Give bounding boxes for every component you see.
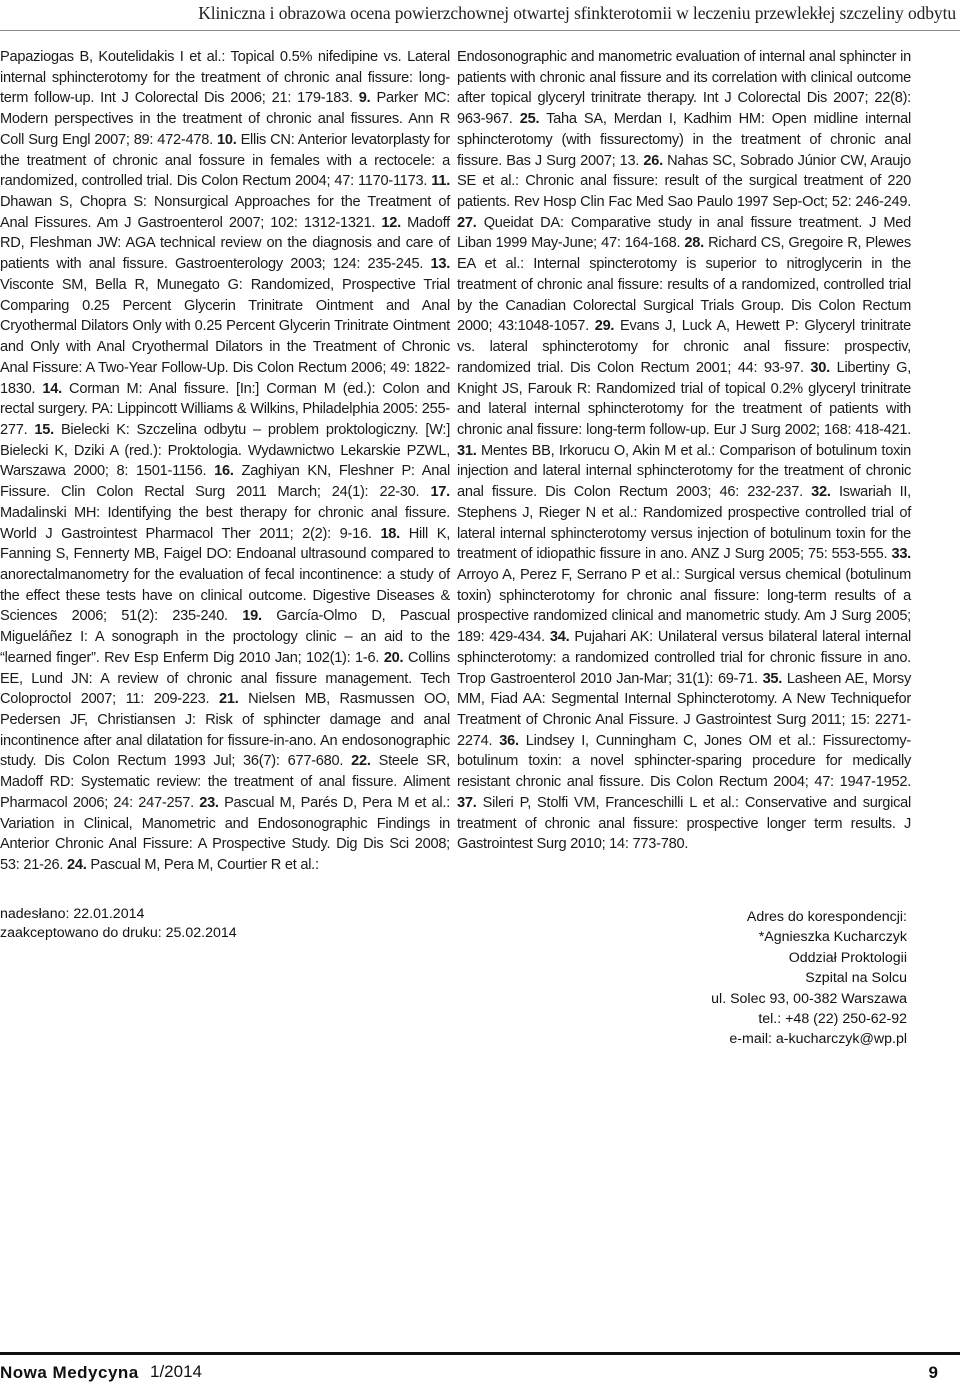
- reference-number: 33.: [891, 546, 911, 563]
- reference-text: Corman M: Anal fissure. [In:] Corman M (ed.): Colon and rectal surgery. PA: Lippincott Williams & Wilkins, Philadelphia 2005: 255-277.: [0, 380, 450, 438]
- reference-number: 14.: [42, 380, 62, 397]
- journal-name: Nowa Medycyna: [0, 1363, 139, 1382]
- reference-text: Pascual M, Pera M, Courtier R et al.:: [90, 857, 319, 874]
- reference-text: Lindsey I, Cunningham C, Jones OM et al.: Fissurectomy-botulinum toxin: a novel sphincter-sparing procedure for medically resistant chronic anal fissure. Dis Colon Rectum 2004; 47: 1947-1952.: [457, 732, 911, 791]
- reference-entry: [457, 795, 911, 852]
- header-divider: [0, 30, 960, 31]
- reference-text: Hill K, Fanning S, Fennerty MB, Faigel DO: Endoanal ultrasound compared to anorectalmanometry for the evaluation of fecal incontinence: a study of the effect these tests have on clinical outcome. Digestive Diseases & Sciences 2006; 51(2): 235-240.: [0, 525, 451, 625]
- reference-text: Bielecki K: Szczelina odbytu – problem proktologiczny. [W:] Bielecki K, Dziki A (red.): Proktologia. Wydawnictwo Lekarskie PZWL, Warszawa 2000; 8: 1501-1156.: [0, 421, 450, 480]
- correspondence-address: [711, 907, 907, 1050]
- reference-entry: [67, 857, 319, 873]
- reference-number: 27.: [457, 214, 477, 231]
- reference-number: 37.: [457, 794, 477, 811]
- reference-number: 12.: [381, 214, 401, 231]
- reference-text: Sileri P, Stolfi VM, Franceschilli L et al.: Conservative and surgical treatment of chronic anal fissure: prospective longer term results. J Gastrointest Surg 2010; 14: 773-780.: [457, 794, 911, 853]
- reference-number: 10.: [216, 131, 237, 148]
- reference-text: García-Olmo D, Pascual Migueláñez I: A sonograph in the proctology clinic – an aid to the “learned finger”. Rev Esp Enferm Dig 2010 Jan; 102(1): 1-6.: [0, 608, 450, 666]
- reference-text: Arroyo A, Perez F, Serrano P et al.: Surgical versus chemical (botulinum toxin) sphincterotomy for chronic anal fissure: long-term results of a prospective randomized clinical and manometric study. Am J Surg 2005; 189: 429-434.: [457, 566, 911, 646]
- reference-text: Madalinski MH: Identifying the best therapy for chronic anal fissure. World J Gastrointest Pharmacol Ther 2011; 2(2): 9-16.: [0, 504, 450, 542]
- reference-text: Nielsen MB, Rasmussen OO, Pedersen JF, Christiansen J: Risk of sphincter damage and anal incontinence after anal dilatation for fissure-in-ano. An endosonographic study. Dis Colon Rectum 1993 Jul; 36(7): 677-680.: [0, 691, 450, 770]
- correspondence-heading: Adres do korespondencji:: [746, 909, 907, 925]
- submission-dates: [0, 905, 237, 943]
- reference-text: Queidat DA: Comparative study in anal fissure treatment. J Med Liban 1999 May-June; 47: 164-168.: [457, 214, 911, 252]
- reference-number: 9.: [358, 90, 371, 107]
- reference-text: Lasheen AE, Morsy MM, Fiad AA: Segmental Internal Sphincterotomy. A New Techniquefor Treatment of Chronic Anal Fissure. J Gastrointest Surg 2011; 15: 2271-2274.: [457, 670, 911, 749]
- reference-number: 29.: [594, 318, 615, 335]
- reference-number: 21.: [218, 691, 239, 708]
- references-right-column: [457, 47, 911, 855]
- journal-issue: 1/2014: [150, 1362, 202, 1381]
- reference-number: 31.: [457, 442, 477, 459]
- reference-text: Papaziogas B, Koutelidakis I et al.: Topical 0.5% nifedipine vs. Lateral internal sphincterotomy for the treatment of chronic anal fissure: long-term follow-up. Int J Colorectal Dis 2006; 21: 179-183.: [0, 49, 450, 107]
- reference-number: 15.: [34, 421, 54, 438]
- correspondence-phone: tel.: +48 (22) 250-62-92: [758, 1011, 907, 1028]
- reference-text: Visconte SM, Bella R, Munegato G: Randomized, Prospective Trial Comparing 0.25 Percent Glycerin Trinitrate Ointment and Anal Cryothermal Dilators Only with 0.25 Percent Glycerin Trinitrate Ointment and Only with Anal Cryothermal Dilators in the Treatment of Chronic Anal Fissure: A Two-Year Follow-Up. Dis Colon Rectum 2006; 49: 1822-1830.: [0, 276, 450, 397]
- reference-number: 34.: [549, 629, 570, 646]
- reference-text: Libertiny G, Knight JS, Farouk R: Randomized trial of topical 0.2% glyceryl trinitrate and lateral internal sphincterotomy for the treatment of patients with chronic anal fissure: long-term follow-up. Eur J Surg 2002; 168: 418-421.: [457, 359, 912, 438]
- footer-divider: [0, 1352, 960, 1355]
- reference-number: 17.: [430, 484, 450, 501]
- reference-number: 35.: [762, 670, 783, 687]
- reference-text: Iswariah II, Stephens J, Rieger N et al.: Randomized prospective controlled trial of lateral internal sphincterotomy versus injection of botulinum toxin for the treatment of idiopathic fissure in ano. ANZ J Surg 2005; 75: 553-555.: [457, 484, 911, 563]
- reference-text: Evans J, Luck A, Hewett P: Glyceryl trinitrate vs. lateral sphincterotomy for chronic anal fissure: prospectiv, randomized trial. Dis Colon Rectum 2001; 44: 93-97.: [457, 318, 912, 376]
- correspondence-street: ul. Solec 93, 00-382 Warszawa: [711, 990, 907, 1007]
- page-footer: [0, 1361, 960, 1385]
- reference-number: 23.: [199, 794, 219, 811]
- reference-text: Taha SA, Merdan I, Kadhim HM: Open midline internal sphincterotomy (with fissurectomy) in the treatment of chronic anal fissure. Bas J Surg 2007; 13.: [457, 111, 911, 169]
- reference-number: 19.: [242, 608, 262, 625]
- reference-number: 22.: [351, 753, 371, 770]
- reference-text: Ellis CN: Anterior levatorplasty for the treatment of chronic anal fossure in females with a rectocele: a randomized, controlled trial. Dis Colon Rectum 2004; 47: 1170-1173.: [0, 131, 450, 190]
- references-left-text: [0, 47, 450, 876]
- reference-number: 25.: [519, 111, 540, 128]
- reference-text: Parker MC: Modern perspectives in the treatment of chronic anal fissures. Ann R Coll Surg Engl 2007; 89: 472-478.: [0, 90, 451, 148]
- correspondence-name: *Agnieszka Kucharczyk: [758, 929, 907, 946]
- reference-number: 30.: [810, 359, 830, 376]
- reference-text: Nahas SC, Sobrado Júnior CW, Araujo SE et al.: Chronic anal fissure: result of the surgical treatment of 220 patients. Rev Hosp Clin Fac Med Sao Paulo 1997 Sep-Oct; 52: 246-249.: [457, 152, 911, 211]
- reference-number: 20.: [383, 649, 404, 666]
- references-right-text: [457, 47, 911, 855]
- reference-number: 36.: [499, 732, 519, 749]
- reference-text: Collins EE, Lund JN: A review of chronic anal fissure management. Tech Coloproctol 2007; 11: 209-223.: [0, 649, 450, 708]
- reference-text: Dhawan S, Chopra S: Nonsurgical Approaches for the Treatment of Anal Fissures. Am J Gastroenterol 2007; 102: 1312-1321.: [0, 194, 450, 231]
- reference-text: Steele SR, Madoff RD: Systematic review: the treatment of anal fissure. Aliment Pharmacol 2006; 24: 247-257.: [0, 753, 450, 811]
- reference-number: 16.: [214, 463, 234, 480]
- reference-text: Pujahari AK: Unilateral versus bilateral lateral internal sphincterotomy: a randomized controlled trial for chronic fissure in ano. Trop Gastroenterol 2010 Jan-Mar; 31(1): 69-71.: [457, 629, 911, 687]
- reference-number: 28.: [684, 235, 704, 252]
- reference-number: 13.: [430, 256, 451, 273]
- reference-number: 18.: [380, 525, 400, 542]
- reference-number: 32.: [811, 484, 831, 501]
- page-number: 9: [928, 1363, 938, 1382]
- reference-entry: [0, 256, 450, 396]
- received-date: nadesłano: 22.01.2014: [0, 906, 145, 922]
- reference-text: Endosonographic and manometric evaluation of internal anal sphincter in patients with chronic anal fissure and its correlation with clinical outcome after topical glyceryl trinitrate therapy. Int J Colorectal Dis 2007; 22(8): 963-967.: [457, 49, 911, 128]
- references-left-column: [0, 47, 450, 876]
- reference-entry: [457, 733, 911, 790]
- accepted-date: zaakceptowano do druku: 25.02.2014: [0, 925, 237, 941]
- correspondence-hospital: Szpital na Solcu: [805, 970, 907, 987]
- reference-text: Zaghiyan KN, Fleshner P: Anal Fissure. Clin Colon Rectal Surg 2011 March; 24(1): 22-30.: [0, 463, 450, 501]
- reference-text: Mentes BB, Irkorucu O, Akin M et al.: Comparison of botulinum toxin injection and lateral internal sphincterotomy for the treatment of chronic anal fissure. Dis Colon Rectum 2003; 46: 232-237.: [457, 442, 911, 501]
- correspondence-department: Oddział Proktologii: [788, 949, 907, 966]
- reference-text: Madoff RD, Fleshman JW: AGA technical review on the diagnosis and care of patients with anal fissure. Gastroenterology 2003; 124: 235-245.: [0, 214, 450, 273]
- reference-number: 24.: [67, 857, 87, 874]
- correspondence-email: e-mail: a-kucharczyk@wp.pl: [729, 1031, 907, 1048]
- running-title: Kliniczna i obrazowa ocena powierzchownej otwartej sfinkterotomii w leczeniu przewlekłej szczeliny odbytu: [198, 3, 956, 23]
- reference-number: 26.: [643, 152, 663, 169]
- reference-text: Pascual M, Parés D, Pera M et al.: Variation in Clinical, Manometric and Endosonographic Findings in Anterior Chronic Anal Fissure: A Prospective Study. Dig Dis Sci 2008; 53: 21-26.: [0, 794, 451, 874]
- reference-number: 11.: [431, 173, 450, 190]
- reference-text: Richard CS, Gregoire R, Plewes EA et al.: Internal spincterotomy is superior to nitroglycerin in the treatment of chronic anal fissure: results of a randomized, controlled trial by the Canadian Colorectal Surgical Trials Group. Dis Colon Rectum 2000; 43:1048-1057.: [457, 235, 911, 335]
